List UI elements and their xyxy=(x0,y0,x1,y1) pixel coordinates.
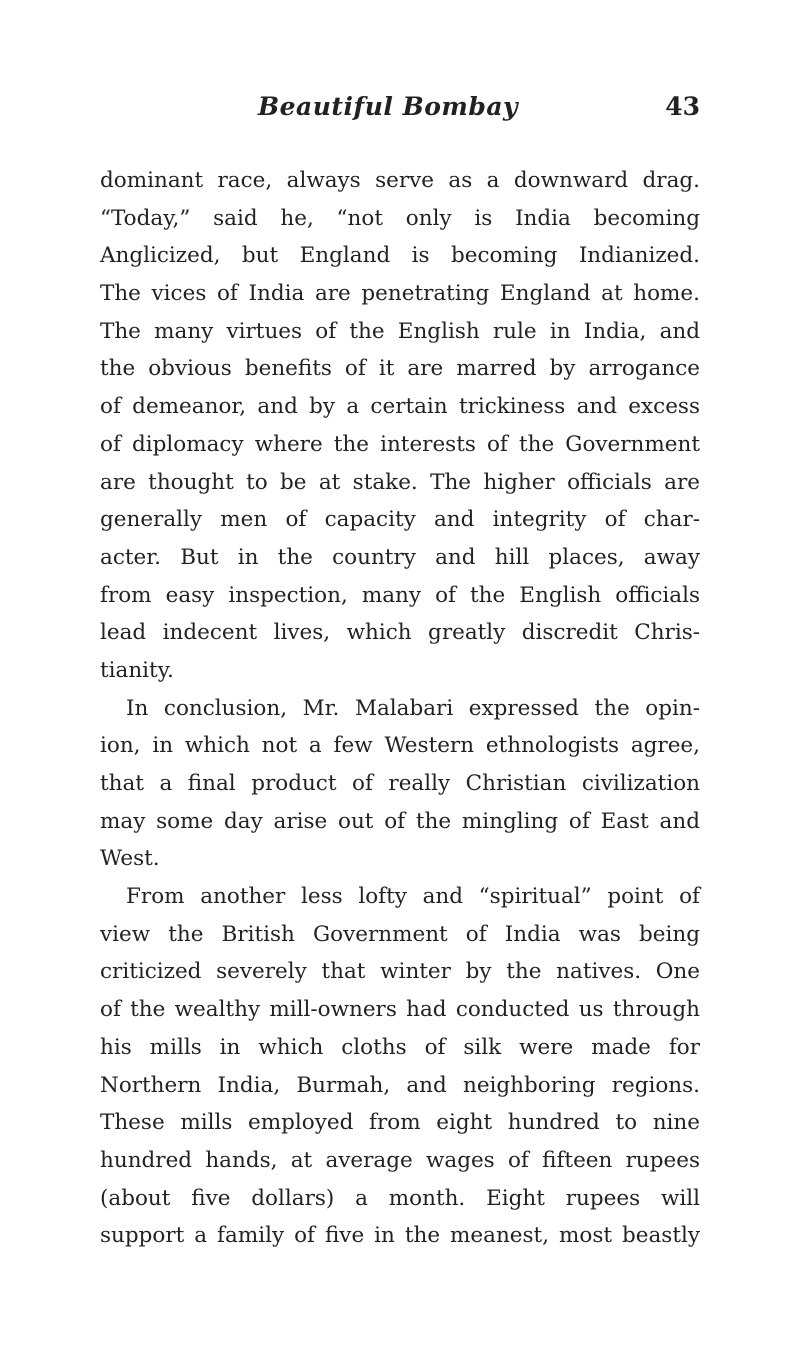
text-line: generally men of capacity and integrity of char- xyxy=(100,507,700,533)
text-line: Northern India, Burmah, and neighboring regions. xyxy=(100,1072,700,1098)
text-line: ion, in which not a few Western ethnologists agree, xyxy=(100,733,700,759)
page-number: 43 xyxy=(665,92,700,121)
text-line: The vices of India are penetrating England at home. xyxy=(100,281,700,307)
text-line: hundred hands, at average wages of fifteen rupees xyxy=(100,1147,700,1173)
running-head xyxy=(100,92,700,128)
text-line: Anglicized, but England is becoming Indianized. xyxy=(100,243,700,269)
text-line: his mills in which cloths of silk were made for xyxy=(100,1034,700,1060)
text-line: of demeanor, and by a certain trickiness and excess xyxy=(100,394,700,420)
text-line: These mills employed from eight hundred to nine xyxy=(100,1110,700,1136)
paragraph-start-line: From another less lofty and “spiritual” point of xyxy=(126,884,700,910)
text-line: lead indecent lives, which greatly discredit Chris- xyxy=(100,620,700,646)
text-line: of diplomacy where the interests of the Government xyxy=(100,431,700,457)
text-line: of the wealthy mill-owners had conducted us through xyxy=(100,997,700,1023)
text-line: tianity. xyxy=(100,657,174,683)
text-line: (about five dollars) a month. Eight rupees will xyxy=(100,1185,700,1211)
body-text xyxy=(100,162,700,1255)
text-line: criticized severely that winter by the natives. One xyxy=(100,959,700,985)
text-line: that a final product of really Christian civilization xyxy=(100,771,700,796)
text-line: are thought to be at stake. The higher officials are xyxy=(100,469,700,495)
text-line: dominant race, always serve as a downward drag. xyxy=(100,168,700,193)
text-line: “Today,” said he, “not only is India becoming xyxy=(100,205,700,231)
text-line: acter. But in the country and hill places, away xyxy=(100,544,700,570)
text-line: view the British Government of India was being xyxy=(100,921,700,947)
text-line: from easy inspection, many of the English officials xyxy=(100,582,700,608)
text-line: West. xyxy=(100,846,160,872)
text-line: may some day arise out of the mingling of East and xyxy=(100,808,700,834)
running-head-title: Beautiful Bombay xyxy=(258,92,519,121)
text-line: the obvious benefits of it are marred by arrogance xyxy=(100,356,700,382)
text-line: The many virtues of the English rule in India, and xyxy=(100,318,700,344)
text-line: support a family of five in the meanest, most beastly xyxy=(100,1223,700,1249)
paragraph-start-line: In conclusion, Mr. Malabari expressed the opin- xyxy=(126,695,700,721)
